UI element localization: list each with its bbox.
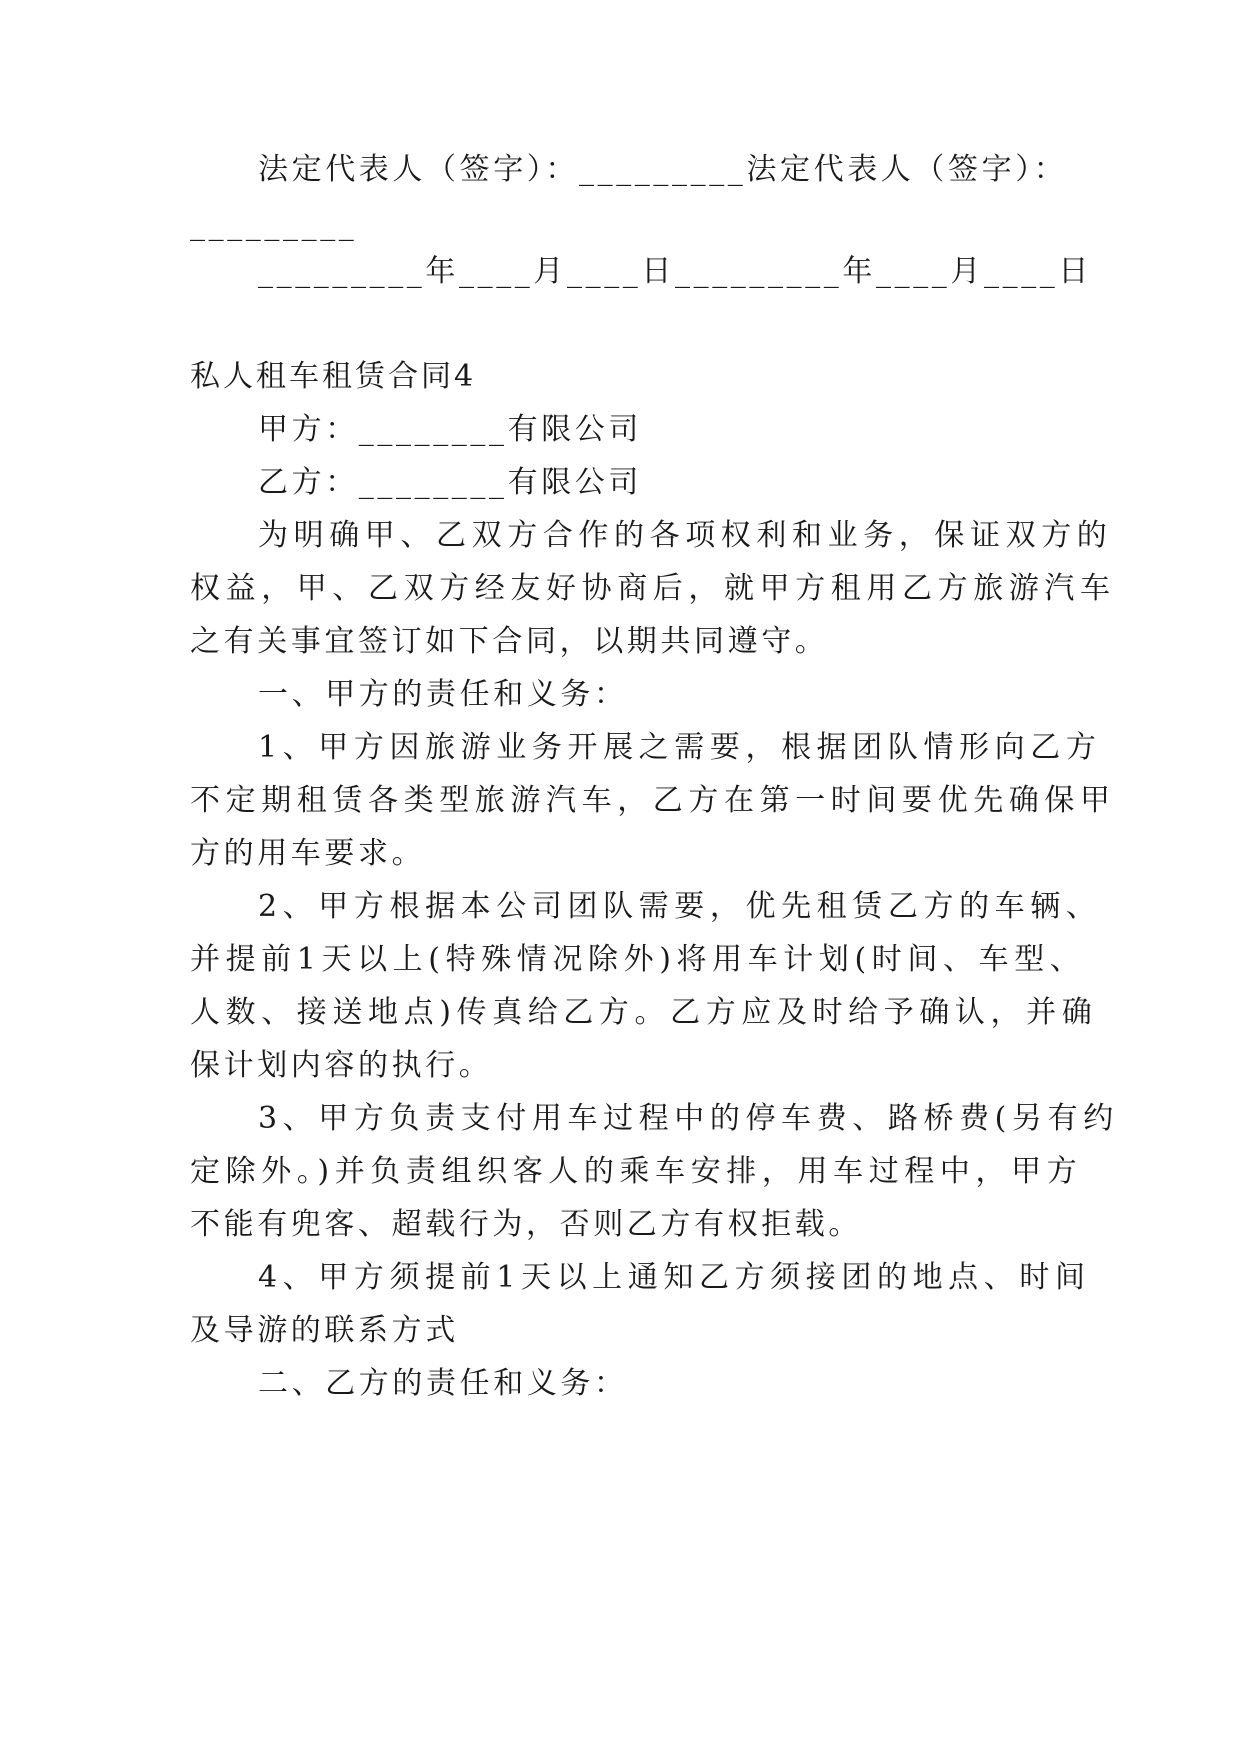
preamble-line: 之有关事宜签订如下合同，以期共同遵守。: [190, 624, 829, 659]
contract-title: 私人租车租赁合同4: [190, 359, 477, 394]
clause-3-line: 3、甲方负责支付用车过程中的停车费、路桥费(另有约: [258, 1101, 1119, 1136]
clause-1-line: 1、甲方因旅游业务开展之需要，根据团队情形向乙方: [258, 730, 1102, 765]
clause-4-line: 4、甲方须提前1天以上通知乙方须接团的地点、时间: [258, 1260, 1091, 1295]
party-a-line: 甲方：________有限公司: [258, 412, 642, 447]
clause-1-line: 方的用车要求。: [190, 836, 426, 871]
clause-3-line: 不能有兜客、超载行为，否则乙方有权拒载。: [190, 1207, 862, 1242]
signature-representatives-line: 法定代表人（签字）：_________法定代表人（签字）：: [258, 152, 1068, 187]
section-2-heading: 二、乙方的责任和义务：: [258, 1366, 628, 1401]
clause-2-line: 2、甲方根据本公司团队需要，优先租赁乙方的车辆、: [258, 889, 1102, 924]
preamble-line: 为明确甲、乙双方合作的各项权利和业务，保证双方的: [258, 518, 1113, 553]
clause-4-line: 及导游的联系方式: [190, 1313, 459, 1348]
section-1-heading: 一、甲方的责任和义务：: [258, 677, 628, 712]
clause-2-line: 保计划内容的执行。: [190, 1048, 493, 1083]
clause-2-line: 并提前1天以上(特殊情况除外)将用车计划(时间、车型、: [190, 942, 1086, 977]
clause-3-line: 定除外。)并负责组织客人的乘车安排，用车过程中，甲方: [190, 1154, 1083, 1189]
preamble-line: 权益，甲、乙双方经友好协商后，就甲方租用乙方旅游汽车: [190, 571, 1116, 606]
clause-1-line: 不定期租赁各类型旅游汽车，乙方在第一时间要优先确保甲: [190, 783, 1116, 818]
party-b-line: 乙方：________有限公司: [258, 465, 642, 500]
signature-representatives-overflow: _________: [190, 207, 358, 242]
clause-2-line: 人数、接送地点)传真给乙方。乙方应及时给予确认，并确: [190, 995, 1098, 1030]
signature-date-line: _________年____月____日_________年____月____日: [258, 254, 1092, 289]
